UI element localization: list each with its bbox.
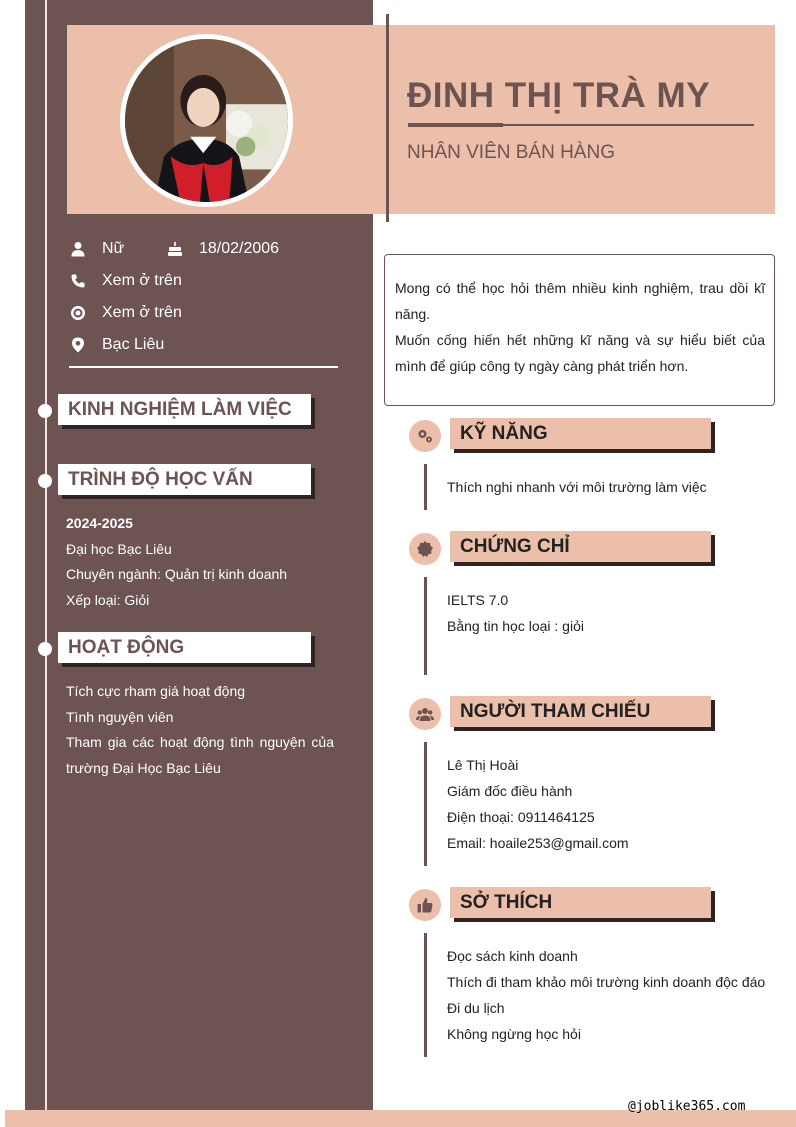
footer-handle: @joblike365.com — [628, 1099, 746, 1114]
references-list — [447, 752, 629, 856]
education-period: 2024-2025 — [66, 515, 133, 531]
education-rank: Xếp loại: Giỏi — [66, 591, 150, 608]
list-item: Tình nguyện viên — [66, 708, 174, 725]
section-bar — [424, 464, 427, 510]
list-item: IELTS 7.0 — [447, 592, 509, 608]
info-address — [69, 336, 164, 354]
at-icon — [69, 304, 87, 322]
education-school: Đại học Bạc Liêu — [66, 540, 172, 557]
reference-phone: Điện thoại: 0911464125 — [447, 809, 595, 825]
sidebar-timeline-line — [45, 0, 47, 1127]
timeline-dot — [38, 474, 52, 488]
objective-line: Mong có thể học hỏi thêm nhiều kinh nghiệm, trau dồi kĩ năng. — [395, 280, 765, 322]
birthday-value: 18/02/2006 — [199, 240, 280, 257]
section-bar — [424, 933, 427, 1057]
list-item: Thích nghi nhanh với môi trường làm việc — [447, 479, 707, 495]
info-birthday — [166, 240, 279, 258]
experience-heading: KINH NGHIỆM LÀM VIỆC — [58, 394, 311, 425]
list-item: Đi du lịch — [447, 1000, 505, 1016]
gears-icon — [409, 420, 441, 452]
objective-line: Muốn cống hiến hết những kĩ năng và sự hiểu biết của mình để giúp công ty ngày càng phát triển hơn. — [395, 332, 765, 374]
header-divider — [386, 14, 389, 222]
job-title: NHÂN VIÊN BÁN HÀNG — [407, 142, 615, 163]
cake-icon — [166, 240, 184, 258]
users-icon — [409, 698, 441, 730]
certificates-heading: CHỨNG CHỈ — [450, 531, 711, 562]
list-item: Thích đi tham khảo môi trường kinh doanh độc đáo — [447, 974, 766, 990]
education-major: Chuyên ngành: Quản trị kinh doanh — [66, 566, 288, 582]
education-heading: TRÌNH ĐỘ HỌC VẤN — [58, 464, 311, 495]
reference-name: Lê Thị Hoài — [447, 757, 519, 773]
info-email — [69, 304, 182, 322]
list-item: Tham gia các hoạt động tình nguyện của trường Đại Học Bạc Liêu — [66, 734, 334, 776]
references-heading: NGƯỜI THAM CHIẾU — [450, 696, 711, 727]
phone-icon — [69, 272, 87, 290]
map-pin-icon — [69, 336, 87, 354]
info-phone — [69, 272, 182, 290]
hobbies-list — [447, 943, 765, 1047]
list-item: Không ngừng học hỏi — [447, 1026, 581, 1042]
name-underline-accent — [408, 123, 503, 127]
reference-email: Email: hoaile253@gmail.com — [447, 835, 629, 851]
education-details — [66, 511, 287, 613]
timeline-dot — [38, 642, 52, 656]
list-item: Đọc sách kinh doanh — [447, 948, 578, 964]
section-bar — [424, 742, 427, 866]
career-objective — [384, 254, 775, 406]
email-value: Xem ở trên — [102, 304, 182, 321]
section-bar — [424, 577, 427, 675]
phone-value: Xem ở trên — [102, 272, 182, 289]
gender-value: Nữ — [102, 240, 125, 257]
reference-position: Giám đốc điều hành — [447, 783, 573, 799]
list-item: Bằng tin học loại : giỏi — [447, 618, 584, 634]
address-value: Bạc Liêu — [102, 336, 165, 353]
thumbs-up-icon — [409, 889, 441, 921]
activities-heading: HOẠT ĐỘNG — [58, 632, 311, 663]
profile-photo — [120, 34, 293, 207]
skills-heading: KỸ NĂNG — [450, 418, 711, 449]
info-gender — [69, 240, 124, 258]
list-item: Tích cực rham giá hoạt động — [66, 683, 246, 699]
badge-icon — [409, 533, 441, 565]
timeline-dot — [38, 404, 52, 418]
candidate-name: ĐINH THỊ TRÀ MY — [407, 76, 711, 115]
info-divider — [69, 366, 338, 368]
activities-list — [66, 679, 334, 781]
person-icon — [69, 240, 87, 258]
hobbies-heading: SỞ THÍCH — [450, 887, 711, 918]
certificates-list — [447, 587, 584, 639]
skills-list — [447, 474, 707, 500]
